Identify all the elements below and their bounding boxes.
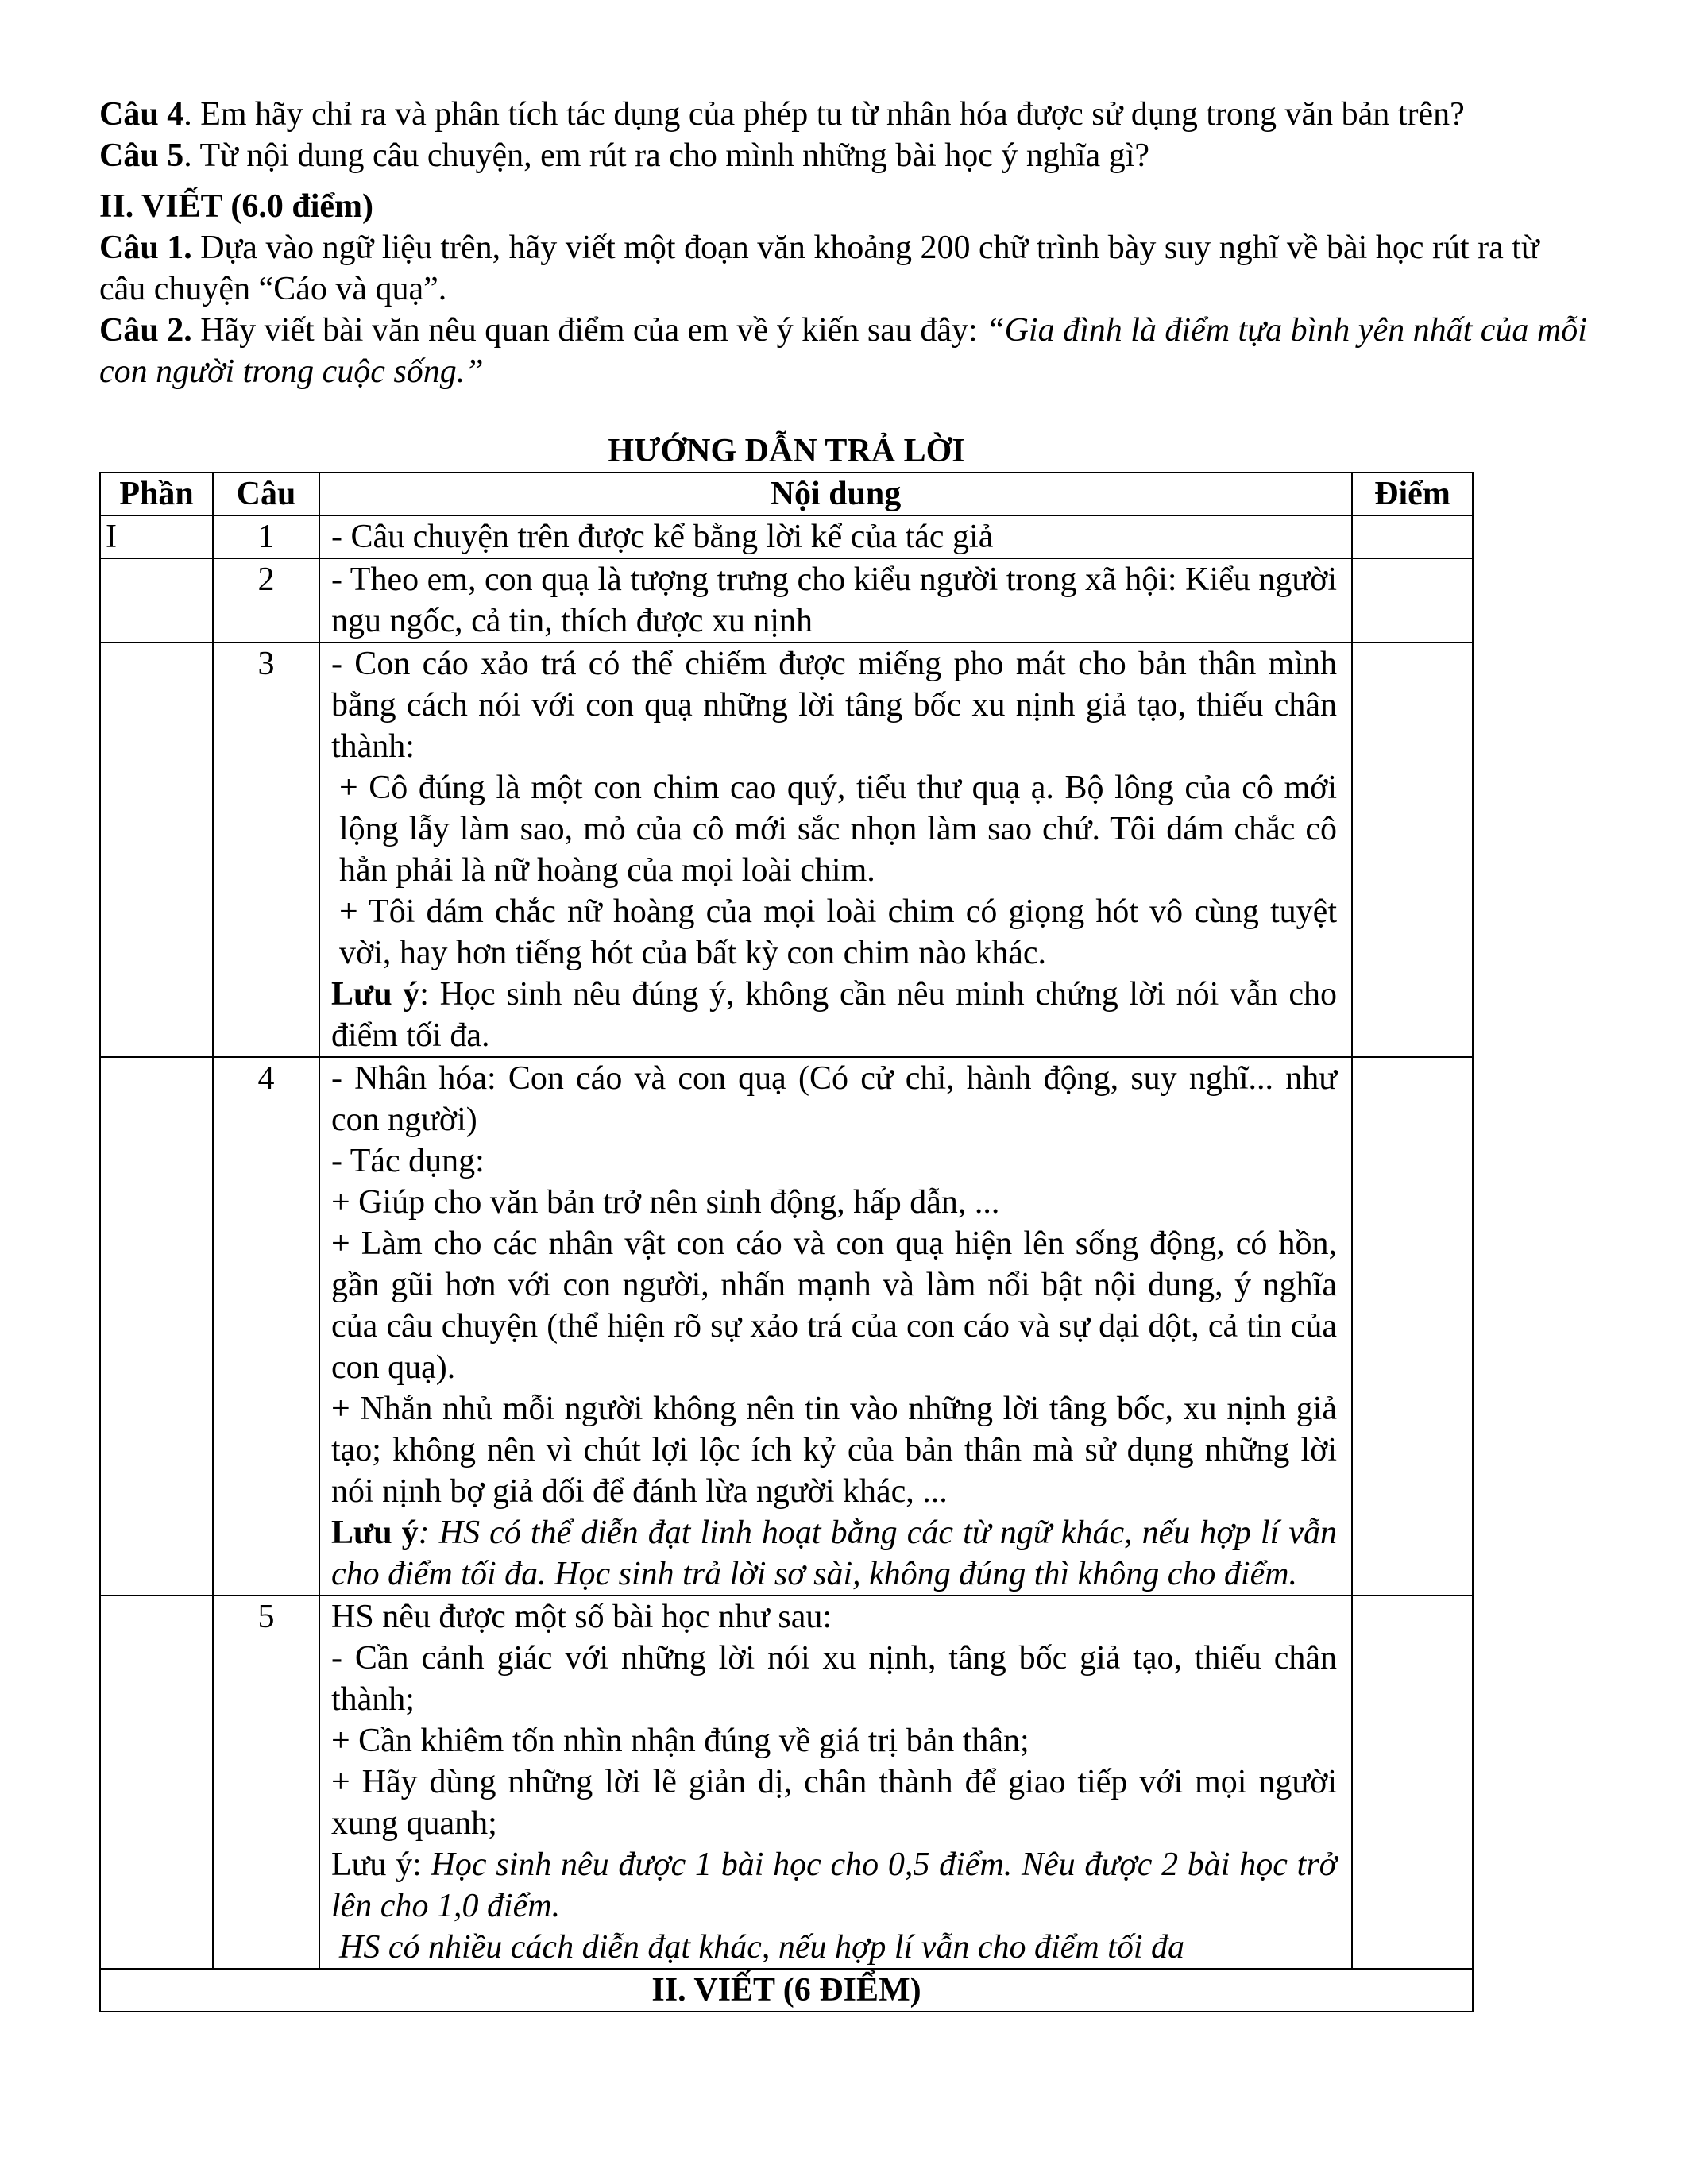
answer-note [331, 1512, 1337, 1595]
question-5-text: . Từ nội dung câu chuyện, em rút ra cho mình những bài học ý nghĩa gì? [183, 137, 1150, 174]
table-row [100, 558, 1473, 642]
answer-note [331, 974, 1337, 1056]
table-footer-row [100, 1969, 1473, 2012]
row-points [1352, 1057, 1473, 1596]
row-part [100, 1057, 213, 1596]
question-5 [99, 135, 1593, 176]
note-text: : HS có thể diễn đạt linh hoạt bằng các từ ngữ khác, nếu hợp lí vẫn cho điểm tối đa. Học sinh trả lời sơ sài, không đúng thì không cho điểm. [331, 1515, 1337, 1592]
row-question: 1 [213, 515, 319, 558]
row-part [100, 558, 213, 642]
row-question: 2 [213, 558, 319, 642]
row-part [100, 1596, 213, 1969]
answer-line: - Cần cảnh giác với những lời nói xu nịnh, tâng bốc giả tạo, thiếu chân thành; [331, 1640, 1337, 1718]
note-text: Học sinh nêu được 1 bài học cho 0,5 điểm. Nêu được 2 bài học trở lên cho 1,0 điểm. [331, 1846, 1337, 1924]
note-label: Lưu ý [331, 976, 420, 1013]
header-points: Điểm [1352, 473, 1473, 515]
section-2-heading: II. VIẾT (6.0 điểm) [99, 188, 374, 225]
section-2-row-label: II. VIẾT (6 ĐIỂM) [100, 1969, 1473, 2012]
table-row [100, 515, 1473, 558]
question-4-text: . Em hãy chỉ ra và phân tích tác dụng của phép tu từ nhân hóa được sử dụng trong văn bản trên? [183, 96, 1465, 133]
row-points [1352, 558, 1473, 642]
writing-question-1-text: Dựa vào ngữ liệu trên, hãy viết một đoạn văn khoảng 200 chữ trình bày suy nghĩ về bài học rút ra từ câu chuyện “Cáo và quạ”. [99, 230, 1539, 307]
table-row [100, 1596, 1473, 1969]
answer-line: - Tác dụng: [331, 1143, 485, 1179]
answer-line: + Cô đúng là một con chim cao quý, tiểu thư quạ ạ. Bộ lông của cô mới lộng lẫy làm sao, mỏ của cô mới sắc nhọn làm sao chứ. Tôi dám chắc cô hẳn phải là nữ hoàng của mọi loài chim. [339, 770, 1337, 889]
answer-line: HS nêu được một số bài học như sau: [331, 1599, 832, 1635]
row-content [319, 642, 1352, 1057]
answer-line: + Làm cho các nhân vật con cáo và con quạ hiện lên sống động, có hồn, gần gũi hơn với con người, nhấn mạnh và làm nổi bật nội dung, ý nghĩa của câu chuyện (thể hiện rõ sự xảo trá của con cáo và sự dại dột, cả tin của con quạ). [331, 1225, 1337, 1386]
writing-question-2-label: Câu 2. [99, 312, 192, 349]
row-question: 3 [213, 642, 319, 1057]
answer-line: - Con cáo xảo trá có thể chiếm được miếng pho mát cho bản thân mình bằng cách nói với con quạ những lời tâng bốc xu nịnh giả tạo, thiếu chân thành: [331, 646, 1337, 765]
answer-line: - Theo em, con quạ là tượng trưng cho kiểu người trong xã hội: Kiểu người ngu ngốc, cả tin, thích được xu nịnh [331, 561, 1337, 639]
answer-line: - Câu chuyện trên được kể bằng lời kể của tác giả [331, 519, 994, 555]
writing-question-1 [99, 227, 1593, 310]
answer-line: + Hãy dùng những lời lẽ giản dị, chân thành để giao tiếp với mọi người xung quanh; [331, 1764, 1337, 1842]
answer-line: - Nhân hóa: Con cáo và con quạ (Có cử chỉ, hành động, suy nghĩ... như con người) [331, 1060, 1337, 1138]
note-label: Lưu ý: [331, 1846, 431, 1883]
row-content [319, 515, 1352, 558]
table-row [100, 642, 1473, 1057]
table-row [100, 1057, 1473, 1596]
row-content [319, 1596, 1352, 1969]
table-header-row [100, 473, 1473, 515]
answer-note [331, 1844, 1337, 1927]
row-content [319, 1057, 1352, 1596]
writing-question-2-quote: “Gia đình là điểm tựa bình yên nhất của mỗi con người trong cuộc sống.” [99, 312, 1587, 390]
answer-line: HS có nhiều cách diễn đạt khác, nếu hợp lí vẫn cho điểm tối đa [339, 1929, 1184, 1966]
document-page [99, 94, 1593, 2012]
answer-line: + Giúp cho văn bản trở nên sinh động, hấp dẫn, ... [331, 1184, 1000, 1221]
row-points [1352, 642, 1473, 1057]
note-text: : Học sinh nêu đúng ý, không cần nêu minh chứng lời nói vẫn cho điểm tối đa. [331, 976, 1338, 1054]
answer-line: + Tôi dám chắc nữ hoàng của mọi loài chim có giọng hót vô cùng tuyệt vời, hay hơn tiếng hót của bất kỳ con chim nào khác. [339, 893, 1337, 971]
row-points [1352, 515, 1473, 558]
answer-table-title: HƯỚNG DẪN TRẢ LỜI [608, 433, 965, 469]
writing-question-2-text: Hãy viết bài văn nêu quan điểm của em về ý kiến sau đây: [191, 312, 987, 349]
row-part: I [100, 515, 213, 558]
writing-question-1-label: Câu 1. [99, 230, 192, 266]
row-question: 5 [213, 1596, 319, 1969]
question-4 [99, 94, 1593, 135]
header-content: Nội dung [319, 473, 1352, 515]
question-4-label: Câu 4 [99, 96, 184, 133]
question-5-label: Câu 5 [99, 137, 184, 174]
note-label: Lưu ý [331, 1515, 419, 1551]
row-part [100, 642, 213, 1057]
writing-question-2 [99, 310, 1593, 392]
answer-line: + Cần khiêm tốn nhìn nhận đúng về giá trị bản thân; [331, 1723, 1029, 1759]
row-content [319, 558, 1352, 642]
answer-line: + Nhắn nhủ mỗi người không nên tin vào những lời tâng bốc, xu nịnh giả tạo; không nên vì chút lợi lộc ích kỷ của bản thân mà sử dụng những lời nói nịnh bợ giả dối để đánh lừa người khác, ... [331, 1391, 1337, 1510]
row-question: 4 [213, 1057, 319, 1596]
row-points [1352, 1596, 1473, 1969]
answer-table [99, 472, 1474, 2012]
header-part: Phần [100, 473, 213, 515]
header-question: Câu [213, 473, 319, 515]
